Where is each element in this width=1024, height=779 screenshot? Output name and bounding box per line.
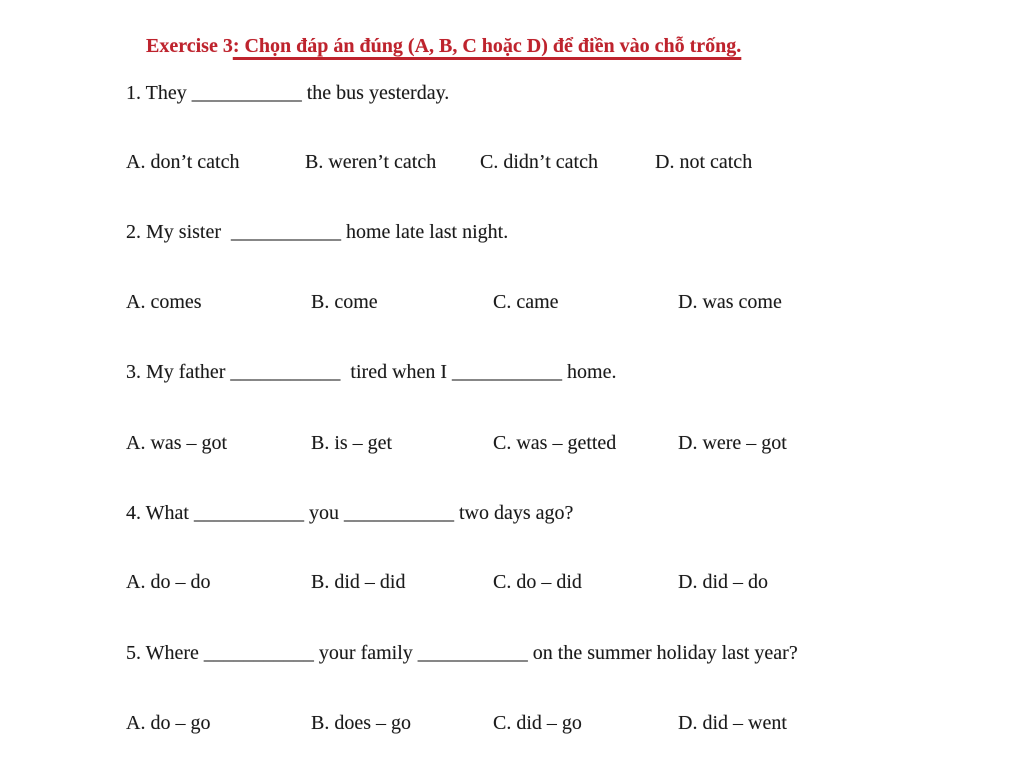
page-title — [126, 10, 741, 82]
question-2-text: 2. My sister ___________ home late last night. — [126, 221, 509, 243]
option-4d: D. did – do — [678, 571, 768, 593]
option-3a: A. was – got — [126, 432, 228, 454]
option-3d: D. were – got — [678, 432, 787, 454]
option-2a: A. comes — [126, 291, 202, 313]
option-2d: D. was come — [678, 291, 782, 313]
option-3c: C. was – getted — [493, 432, 617, 454]
option-1b: B. weren’t catch — [305, 151, 437, 173]
option-5b: B. does – go — [311, 712, 411, 734]
page-title-underlined: : Chọn đáp án đúng (A, B, C hoặc D) để điền vào chỗ trống. — [232, 35, 742, 57]
option-4a: A. do – do — [126, 571, 211, 593]
option-5c: C. did – go — [493, 712, 582, 734]
question-4-text: 4. What ___________ you ___________ two days ago? — [126, 502, 574, 524]
question-1-options — [0, 150, 1024, 176]
question-4-options — [0, 570, 1024, 596]
page-title-prefix: Exercise 3 — [146, 35, 233, 57]
option-2b: B. come — [311, 291, 378, 313]
option-5d: D. did – went — [678, 712, 787, 734]
question-3-text: 3. My father ___________ tired when I ___________ home. — [126, 361, 617, 383]
option-4c: C. do – did — [493, 571, 582, 593]
option-2c: C. came — [493, 291, 559, 313]
option-1d: D. not catch — [655, 151, 753, 173]
question-2-options — [0, 290, 1024, 316]
option-1c: C. didn’t catch — [480, 151, 598, 173]
question-1-text: 1. They ___________ the bus yesterday. — [126, 82, 450, 104]
question-5-text: 5. Where ___________ your family ___________ on the summer holiday last year? — [126, 642, 798, 664]
option-4b: B. did – did — [311, 571, 406, 593]
option-1a: A. don’t catch — [126, 151, 240, 173]
question-3-options — [0, 431, 1024, 457]
option-3b: B. is – get — [311, 432, 393, 454]
option-5a: A. do – go — [126, 712, 211, 734]
question-5-options — [0, 711, 1024, 737]
